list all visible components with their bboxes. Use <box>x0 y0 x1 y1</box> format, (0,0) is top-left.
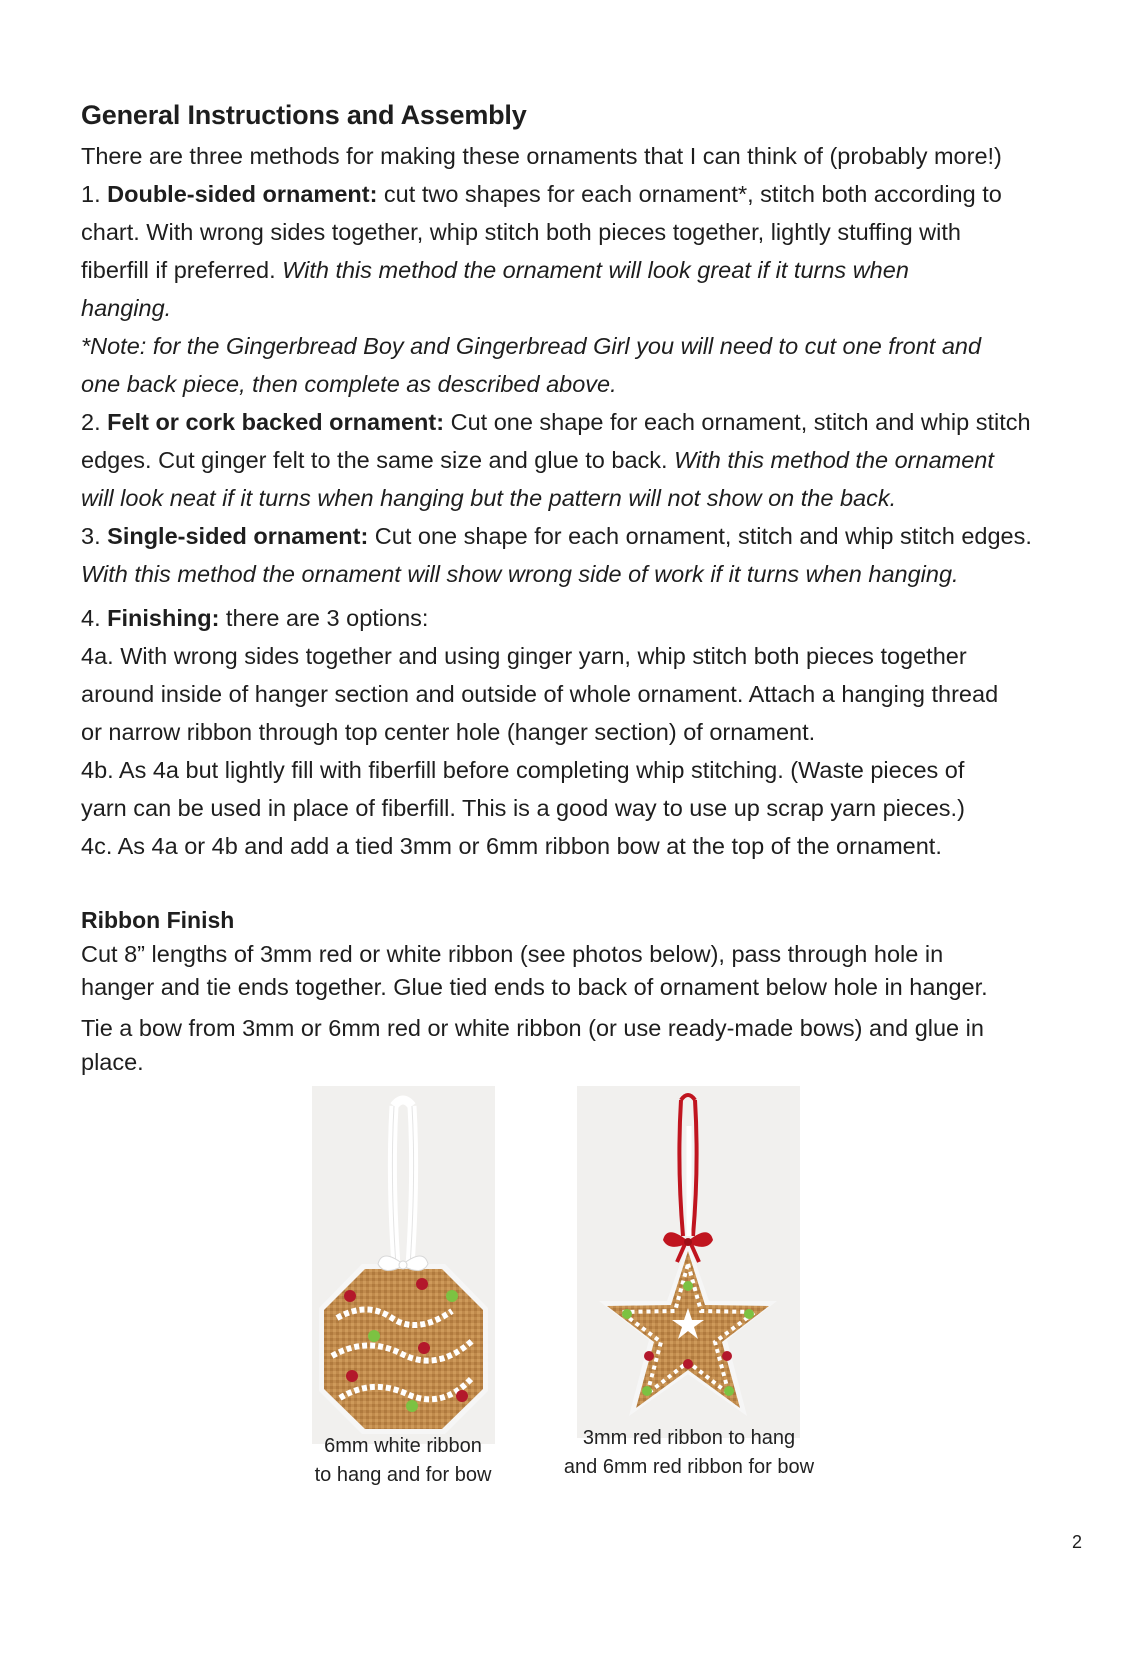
method1-line4: hanging. <box>81 295 172 321</box>
ribbon-p2-line1: Tie a bow from 3mm or 6mm red or white ribbon (or use ready-made bows) and glue in <box>81 1015 984 1041</box>
method1-line1: 1. Double-sided ornament: cut two shapes for each ornament*, stitch both according to <box>81 181 1002 207</box>
photo2-caption-line2: and 6mm red ribbon for bow <box>563 1456 815 1478</box>
page-number: 2 <box>1072 1532 1083 1552</box>
method1-note-line1: *Note: for the Gingerbread Boy and Gingerbread Girl you will need to cut one front and <box>81 333 982 359</box>
star-ornament-image <box>577 1086 800 1438</box>
finishing-4a-line3: or narrow ribbon through top center hole (hanger section) of ornament. <box>81 719 816 745</box>
method3-line2: With this method the ornament will show wrong side of work if it turns when hanging. <box>81 561 959 587</box>
method3-label: Single-sided ornament: <box>107 523 369 549</box>
ribbon-p1-line2: hanger and tie ends together. Glue tied ends to back of ornament below hole in hanger. <box>81 974 988 1000</box>
method3-line1: 3. Single-sided ornament: Cut one shape for each ornament, stitch and whip stitch edges. <box>81 523 1032 549</box>
intro-text: There are three methods for making these ornaments that I can think of (probably more!) <box>81 143 1002 169</box>
method2-label: Felt or cork backed ornament: <box>107 409 445 435</box>
finishing-4b-line2: yarn can be used in place of fiberfill. This is a good way to use up scrap yarn pieces.) <box>81 795 965 821</box>
photo1-caption <box>292 1432 514 1490</box>
finishing-label: Finishing: <box>107 605 220 631</box>
photo-round-ornament <box>312 1086 495 1444</box>
ribbon-finish-heading: Ribbon Finish <box>81 907 235 933</box>
photo2-caption <box>548 1424 830 1482</box>
round-ornament-image <box>312 1086 495 1444</box>
finishing-line: 4. Finishing: there are 3 options: <box>81 605 429 631</box>
method1-label: Double-sided ornament: <box>107 181 378 207</box>
method1-line3: fiberfill if preferred. With this method the ornament will look great if it turns when <box>81 257 909 283</box>
page-title: General Instructions and Assembly <box>81 100 527 130</box>
method1-line2: chart. With wrong sides together, whip stitch both pieces together, lightly stuffing with <box>81 219 961 245</box>
method2-line1: 2. Felt or cork backed ornament: Cut one shape for each ornament, stitch and whip stitch <box>81 409 1031 435</box>
finishing-4b-line1: 4b. As 4a but lightly fill with fiberfill before completing whip stitching. (Waste pieces of <box>81 757 965 783</box>
photo-star-ornament <box>577 1086 800 1438</box>
method2-line2: edges. Cut ginger felt to the same size and glue to back. With this method the ornament <box>81 447 994 473</box>
finishing-4a-line2: around inside of hanger section and outside of whole ornament. Attach a hanging thread <box>81 681 999 707</box>
method1-note-line2: one back piece, then complete as described above. <box>81 371 617 397</box>
ribbon-p1-line1: Cut 8” lengths of 3mm red or white ribbon (see photos below), pass through hole in <box>81 941 944 967</box>
finishing-4c-line1: 4c. As 4a or 4b and add a tied 3mm or 6mm ribbon bow at the top of the ornament. <box>81 833 942 859</box>
ribbon-p2-line2: place. <box>81 1049 144 1075</box>
photo1-caption-line2: to hang and for bow <box>314 1464 492 1486</box>
photo1-caption-line1: 6mm white ribbon <box>324 1435 482 1457</box>
finishing-4a-line1: 4a. With wrong sides together and using ginger yarn, whip stitch both pieces together <box>81 643 967 669</box>
photo2-caption-line1: 3mm red ribbon to hang <box>582 1427 796 1449</box>
method2-line3: will look neat if it turns when hanging but the pattern will not show on the back. <box>81 485 897 511</box>
